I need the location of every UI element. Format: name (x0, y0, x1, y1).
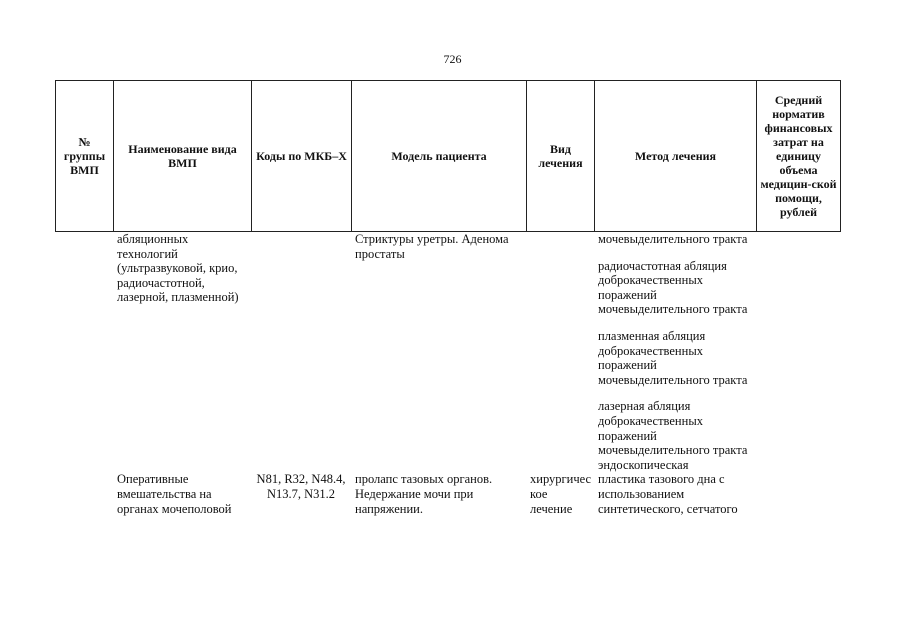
cell-patient-model: Стриктуры уретры. Аденома простаты (355, 232, 509, 261)
method-item: радиочастотная абляция доброкачественных поражений мочевыделительного тракта (598, 258, 748, 317)
header-icd-codes: Коды по МКБ–Х (252, 81, 352, 232)
method-item: плазменная абляция доброкачественных поражений мочевыделительного тракта (598, 328, 748, 387)
method-item: мочевыделительного тракта (598, 232, 748, 246)
header-treatment-method: Метод лечения (595, 81, 757, 232)
cell-group-no (55, 232, 113, 472)
table-header (55, 80, 841, 232)
cell-treatment-type (526, 232, 594, 472)
header-patient-model: Модель пациента (352, 81, 527, 232)
method-item: пластика тазового дна с использованием синтетического, сетчатого (598, 472, 738, 516)
cell-icd-codes: N81, R32, N48.4, N13.7, N31.2 (256, 472, 346, 501)
cell-group-no (55, 472, 113, 516)
header-treatment-type: Вид лечения (527, 81, 595, 232)
method-item: лазерная абляция доброкачественных поражений мочевыделительного тракта эндоскопическая (598, 399, 748, 472)
cell-icd-codes (251, 232, 351, 472)
cell-patient-model: пролапс тазовых органов. Недержание мочи при напряжении. (355, 472, 493, 516)
cell-treatment-type: хирургичес кое лечение (530, 472, 592, 516)
cell-vmp-name: Оперативные вмешательства на органах мочеполовой (117, 472, 232, 516)
cell-treatment-methods (594, 232, 756, 472)
table-body (55, 232, 840, 516)
header-avg-cost: Средний норматив финансовых затрат на единицу объема медицин-ской помощи, рублей (757, 81, 841, 232)
page-number: 726 (443, 52, 462, 66)
table-row (55, 232, 840, 472)
header-group-no: № группы ВМП (56, 81, 114, 232)
cell-avg-cost (756, 232, 840, 472)
vmp-table (55, 80, 840, 516)
cell-avg-cost (756, 472, 840, 516)
cell-vmp-name: абляционных технологий (ультразвуковой, крио, радиочастотной, лазерной, плазменной) (117, 232, 239, 305)
cell-treatment-methods (594, 472, 756, 516)
table-row (55, 472, 840, 516)
header-vmp-name: Наименование вида ВМП (114, 81, 252, 232)
